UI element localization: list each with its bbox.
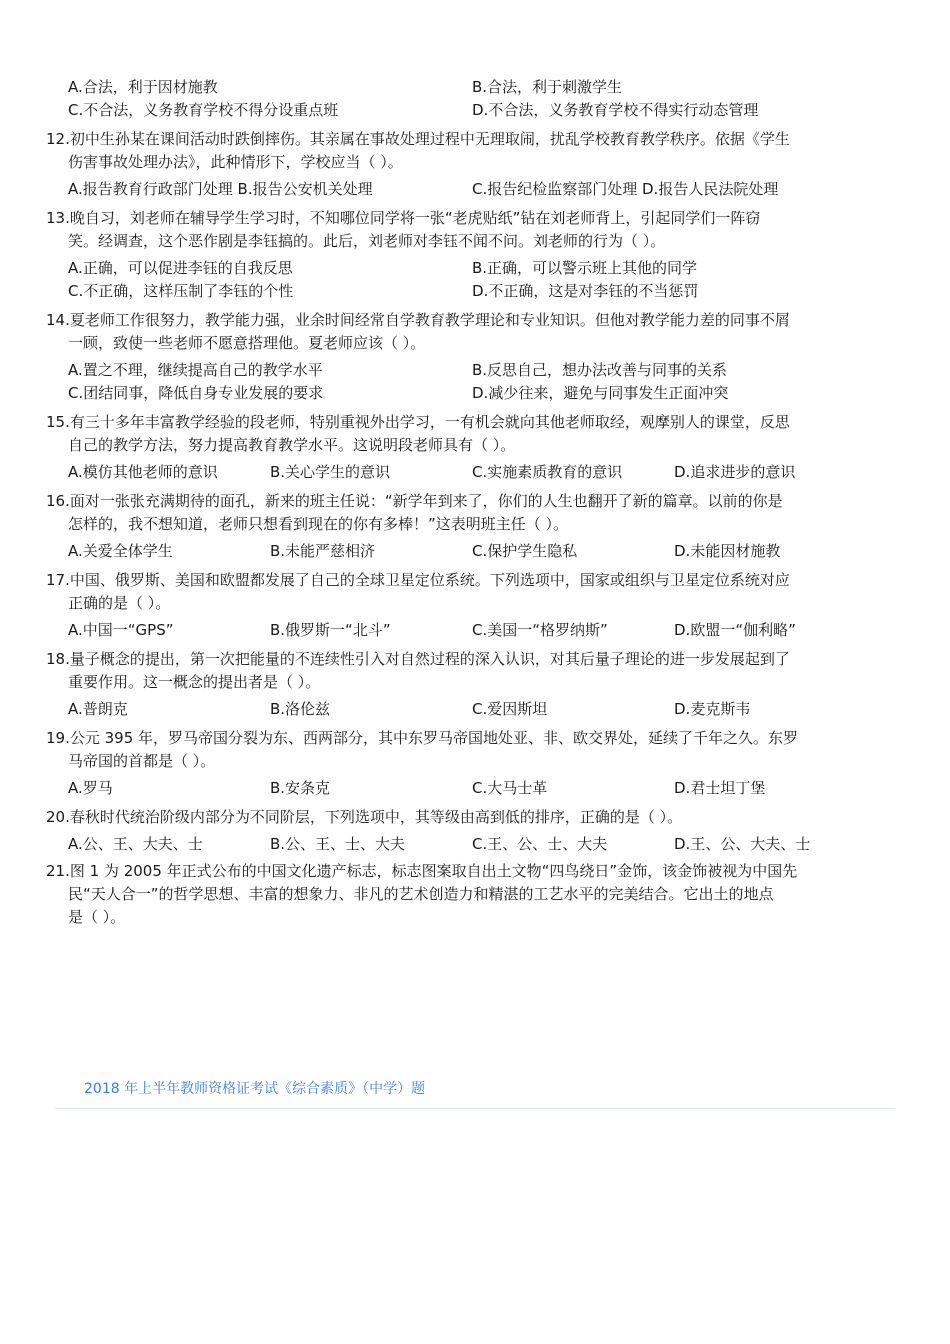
option-d: D.减少往来，避免与同事发生正面冲突 [472, 384, 729, 402]
option-c: C.不合法，义务教育学校不得分设重点班 [68, 101, 339, 119]
option-cd: C.报告纪检监察部门处理 D.报告人民法院处理 [472, 180, 779, 198]
question-21 [46, 860, 876, 929]
option-a: A.置之不理，继续提高自己的教学水平 [68, 361, 323, 379]
option-d: D.不正确，这是对李钰的不当惩罚 [472, 282, 699, 300]
question-stem-cont: 怎样的，我不想知道，老师只想看到现在的你有多棒！”这表明班主任（ ）。 [68, 515, 569, 533]
option-d: D.麦克斯韦 [674, 700, 751, 718]
question-stem: 13.晚自习，刘老师在辅导学生学习时，不知哪位同学将一张“老虎贴纸”钻在刘老师背上，引起同学们一阵窃 [46, 209, 761, 227]
question-14 [46, 309, 876, 405]
question-17 [46, 569, 876, 642]
option-b: B.洛伦兹 [270, 700, 331, 718]
option-c: C.不正确，这样压制了李钰的个性 [68, 282, 294, 300]
option-b: B.未能严慈相济 [270, 542, 376, 560]
option-b: B.反思自己，想办法改善与同事的关系 [472, 361, 728, 379]
question-stem-cont: 正确的是（ ）。 [68, 594, 171, 612]
option-c: C.王、公、士、大夫 [472, 835, 608, 853]
option-a: A.公、王、大夫、士 [68, 835, 203, 853]
question-stem: 17.中国、俄罗斯、美国和欧盟都发展了自己的全球卫星定位系统。下列选项中，国家或组织与卫星定位系统对应 [46, 571, 790, 589]
question-stem-cont: 民“天人合一”的哲学思想、丰富的想象力、非凡的艺术创造力和精湛的工艺水平的完美结合。它出土的地点 [68, 885, 774, 903]
question-stem: 18.量子概念的提出，第一次把能量的不连续性引入对自然过程的深入认识，对其后量子理论的进一步发展起到了 [46, 650, 790, 668]
question-20 [46, 806, 876, 856]
option-d: D.追求进步的意识 [674, 463, 796, 481]
option-a: A.中国一“GPS” [68, 621, 174, 639]
question-stem: 20.春秋时代统治阶级内部分为不同阶层，下列选项中，其等级由高到低的排序，正确的是（ ）。 [46, 808, 683, 826]
option-b: B.公、王、士、大夫 [270, 835, 406, 853]
option-b: B.安条克 [270, 779, 331, 797]
question-stem-cont: 重要作用。这一概念的提出者是（ ）。 [68, 673, 321, 691]
question-stem: 12.初中生孙某在课间活动时跌倒摔伤。其亲属在事故处理过程中无理取闹，扰乱学校教育教学秩序。依据《学生 [46, 130, 790, 148]
option-a: A.关爱全体学生 [68, 542, 173, 560]
question-stem-cont: 是（ ）。 [68, 908, 126, 926]
option-b: B.正确，可以警示班上其他的同学 [472, 259, 698, 277]
question-15 [46, 411, 876, 484]
option-d: D.王、公、大夫、士 [674, 835, 811, 853]
footer-divider [55, 1108, 895, 1109]
question-19 [46, 727, 876, 800]
option-ab: A.报告教育行政部门处理 B.报告公安机关处理 [68, 180, 373, 198]
option-d: D.君士坦丁堡 [674, 779, 766, 797]
question-16 [46, 490, 876, 563]
question-stem-cont: 一顾，致使一些老师不愿意搭理他。夏老师应该（ ）。 [68, 334, 426, 352]
question-stem-cont: 马帝国的首都是（ ）。 [68, 752, 216, 770]
question-stem-cont: 伤害事故处理办法》，此种情形下，学校应当（ ）。 [68, 153, 403, 171]
option-c: C.团结同事，降低自身专业发展的要求 [68, 384, 324, 402]
option-c: C.美国一“格罗纳斯” [472, 621, 608, 639]
option-a: A.模仿其他老师的意识 [68, 463, 218, 481]
option-a: A.普朗克 [68, 700, 128, 718]
option-c: C.大马士革 [472, 779, 548, 797]
option-d: D.不合法，义务教育学校不得实行动态管理 [472, 101, 759, 119]
option-c: C.实施素质教育的意识 [472, 463, 623, 481]
option-b: B.俄罗斯一“北斗” [270, 621, 391, 639]
option-d: D.未能因材施教 [674, 542, 781, 560]
question-stem: 15.有三十多年丰富教学经验的段老师，特别重视外出学习，一有机会就向其他老师取经，观摩别人的课堂，反思 [46, 413, 790, 431]
question-stem: 14.夏老师工作很努力，教学能力强，业余时间经常自学教育教学理论和专业知识。但他对教学能力差的同事不屑 [46, 311, 790, 329]
question-13 [46, 207, 876, 303]
question-stem: 19.公元 395 年，罗马帝国分裂为东、西两部分，其中东罗马帝国地处亚、非、欧交界处，延续了千年之久。东罗 [46, 729, 799, 747]
prev-question-options [46, 76, 876, 122]
option-b: B.合法，利于刺激学生 [472, 78, 623, 96]
page-footer-title: 2018 年上半年教师资格证考试《综合素质》（中学）题 [84, 1081, 426, 1097]
question-stem: 16.面对一张张充满期待的面孔，新来的班主任说：“新学年到来了，你们的人生也翻开了新的篇章。以前的你是 [46, 492, 783, 510]
question-12 [46, 128, 876, 201]
question-stem: 21.图 1 为 2005 年正式公布的中国文化遗产标志，标志图案取自出土文物“四鸟绕日”金饰，该金饰被视为中国先 [46, 862, 798, 880]
question-stem-cont: 笑。经调查，这个恶作剧是李钰搞的。此后，刘老师对李钰不闻不问。刘老师的行为（ ）。 [68, 232, 666, 250]
option-a: A.罗马 [68, 779, 113, 797]
option-a: A.正确，可以促进李钰的自我反思 [68, 259, 293, 277]
question-18 [46, 648, 876, 721]
option-b: B.关心学生的意识 [270, 463, 391, 481]
option-c: C.保护学生隐私 [472, 542, 578, 560]
option-c: C.爱因斯坦 [472, 700, 548, 718]
option-a: A.合法，利于因材施教 [68, 78, 218, 96]
question-content [46, 76, 876, 929]
question-stem-cont: 自己的教学方法，努力提高教育教学水平。这说明段老师具有（ ）。 [68, 436, 516, 454]
option-d: D.欧盟一“伽利略” [674, 621, 796, 639]
